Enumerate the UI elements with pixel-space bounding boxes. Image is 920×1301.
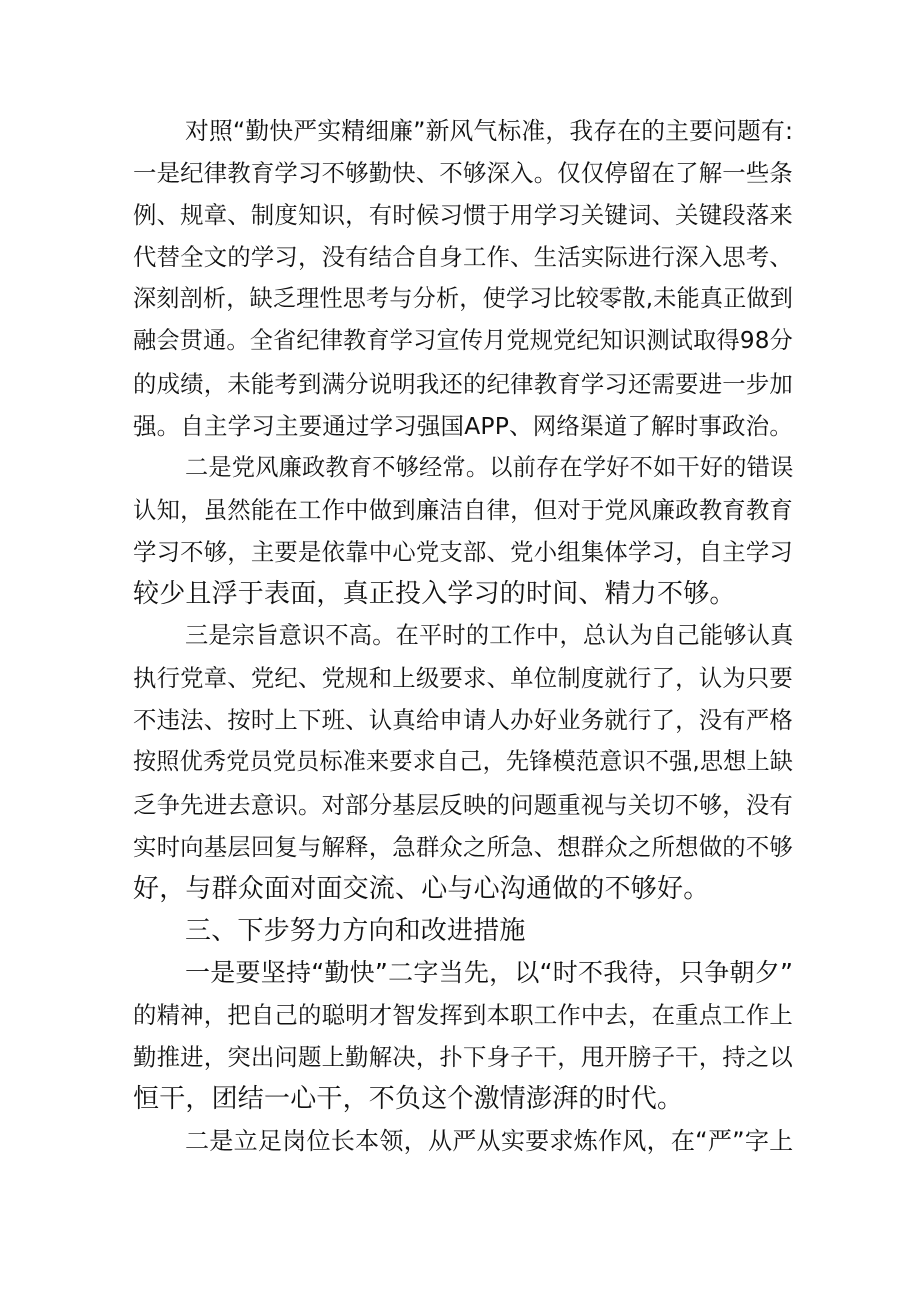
paragraph-6 [133,1120,793,1162]
paragraph-1 [133,110,793,447]
text-line: 例、规章、制度知识，有时候习惯于用学习关键词、关键段落来 [133,201,793,230]
text-line: 恒干，团结一心干，不负这个激情澎湃的时代。 [133,1084,684,1115]
text-line: 融会贯通。全省纪律教育学习宣传月党规党纪知识测试取得98分 [133,328,793,355]
text-line: 对照“勤快严实精细廉”新风气标准，我存在的主要问题有: [185,117,794,145]
paragraph-3 [133,615,793,910]
text-line: 较少且浮于表面，真正投入学习的时间、精力不够。 [133,579,736,610]
text-line: 勤推进，突出问题上勤解决，扑下身子干，甩开膀子干，持之以 [133,1043,793,1072]
text-line: 一是纪律教育学习不够勤快、不够深入。仅仅停留在了解一些条 [133,159,793,188]
paragraph-5 [133,952,793,1120]
text-line: 实时向基层回复与解释，急群众之所急、想群众之所想做的不够 [133,832,793,861]
text-line: 认知，虽然能在工作中做到廉洁自律，但对于党风廉政教育教育 [133,495,793,524]
text-line: 深刻剖析，缺乏理性思考与分析，使学习比较零散,未能真正做到 [133,286,794,313]
text-line: 好，与群众面对面交流、心与心沟通做的不够好。 [133,873,710,904]
text-line: 代替全文的学习，没有结合自身工作、生活实际进行深入思考、 [133,243,793,272]
text-line: 乏争先进去意识。对部分基层反映的问题重视与关切不够，没有 [133,790,793,819]
paragraph-2 [133,447,793,615]
section-heading [133,910,793,952]
heading-line: 三、下步努力方向和改进措施 [185,915,526,946]
text-line: 按照优秀党员党员标准来要求自己，先锋模范意识不强,思想上缺 [133,749,794,776]
text-line: 强。自主学习主要通过学习强国APP、网络渠道了解时事政治。 [133,411,793,440]
text-line: 不违法、按时上下班、认真给申请人办好业务就行了，没有严格 [133,706,793,735]
document-body [133,110,793,1162]
text-line: 三是宗旨意识不高。在平时的工作中，总认为自己能够认真 [185,622,794,650]
text-line: 二是立足岗位长本领，从严从实要求炼作风，在“严”字上 [185,1127,794,1156]
text-line: 的成绩，未能考到满分说明我还的纪律教育学习还需要进一步加 [133,369,793,398]
text-line: 执行党章、党纪、党规和上级要求、单位制度就行了，认为只要 [133,664,793,693]
text-line: 一是要坚持“勤快”二字当先，以“时不我待，只争朝夕” [185,957,794,987]
text-line: 二是党风廉政教育不够经常。以前存在学好不如干好的错误 [185,453,794,481]
text-line: 的精神，把自己的聪明才智发挥到本职工作中去，在重点工作上 [133,1000,793,1029]
text-line: 学习不够，主要是依靠中心党支部、党小组集体学习，自主学习 [133,537,793,566]
